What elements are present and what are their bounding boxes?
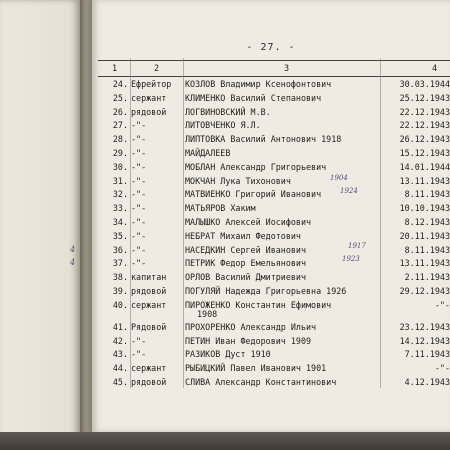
- row-name: НАСЕДКИН Сергей Иванович: [185, 244, 307, 255]
- row-date: 30.03.1944: [399, 79, 450, 89]
- row-rank: -"-: [131, 203, 147, 214]
- margin-mark: 4: [70, 258, 76, 268]
- margin-mark: 4: [70, 244, 76, 254]
- row-name: МАТЬЯРОВ Хаким: [185, 203, 256, 214]
- row-number: 41.: [112, 321, 128, 332]
- row-number: 34.: [112, 216, 128, 227]
- row-rank: рядовой: [131, 106, 167, 117]
- column-header-4: 4: [432, 64, 438, 74]
- book-bottom-edge: [0, 432, 450, 450]
- row-date: 4.12.1943: [404, 376, 450, 387]
- row-name: МОБЛАН Александр Григорьевич: [185, 161, 327, 172]
- row-number: 28.: [112, 134, 128, 145]
- handwritten-note: 1923: [342, 255, 360, 264]
- row-rank: -"-: [131, 175, 147, 186]
- row-date: -"-: [434, 299, 450, 310]
- row-date: 8.12.1943: [404, 216, 450, 227]
- row-rank: -"-: [131, 244, 147, 255]
- row-date: 15.12.1943: [399, 147, 450, 158]
- row-date: 23.12.1943: [399, 321, 450, 332]
- row-rank: -"-: [131, 258, 147, 269]
- row-number: 30.: [112, 161, 128, 172]
- row-rank: рядовой: [131, 285, 167, 296]
- row-number: 32.: [112, 189, 128, 200]
- row-date: 13.11.1943: [399, 175, 450, 186]
- row-name: ОРЛОВ Василий Дмитриевич: [185, 272, 307, 283]
- header-bottom-rule: [98, 76, 450, 77]
- row-number: 25.: [112, 92, 128, 103]
- row-date: 10.10.1943: [399, 203, 450, 214]
- column-header-2: 2: [154, 64, 160, 74]
- row-rank: -"-: [131, 189, 147, 200]
- row-number: 40.: [112, 299, 128, 310]
- row-date: 7.11.1943: [404, 349, 450, 360]
- left-page: [0, 0, 80, 440]
- row-number: 39.: [112, 285, 128, 296]
- row-rank: сержант: [131, 299, 167, 310]
- row-number: 44.: [112, 363, 128, 374]
- page-number: - 27. -: [246, 42, 296, 53]
- row-date: 26.12.1943: [399, 134, 450, 145]
- row-number: 35.: [112, 230, 128, 241]
- row-name: СЛИВА Александр Константинович: [185, 376, 337, 387]
- row-rank: -"-: [131, 230, 147, 241]
- row-date: 14.01.1944: [399, 161, 450, 172]
- row-date: 20.11.1943: [399, 230, 450, 241]
- row-rank: капитан: [131, 272, 167, 283]
- row-number: 45.: [112, 376, 128, 387]
- row-rank: Рядовой: [131, 321, 167, 332]
- row-date: 22.12.1943: [399, 106, 450, 117]
- column-header-1: 1: [112, 64, 118, 74]
- handwritten-note: 1917: [348, 241, 366, 250]
- header-top-rule: [98, 60, 450, 61]
- row-rank: -"-: [131, 147, 147, 158]
- row-date: -"-: [434, 363, 450, 374]
- row-number: 26.: [112, 106, 128, 117]
- row-date: 13.11.1943: [399, 258, 450, 269]
- row-number: 43.: [112, 349, 128, 360]
- row-rank: -"-: [131, 335, 147, 346]
- row-name: ПЕТИН Иван Федорович 1909: [185, 335, 312, 346]
- row-name: МАЛЫШКО Алексей Иосифович: [185, 216, 312, 227]
- row-name: ПИРОЖЕНКО Константин Ефимович: [185, 299, 332, 310]
- row-rank: Ефрейтор: [131, 79, 172, 89]
- row-name: ЛИПТОВКА Василий Антонович 1918: [185, 134, 342, 145]
- row-name: ЛИТОВЧЕНКО Я.Л.: [185, 120, 261, 131]
- row-date: 8.11.1943: [404, 244, 450, 255]
- table-body: [70, 79, 450, 391]
- row-rank: рядовой: [131, 376, 167, 387]
- row-name: ПОГУЛЯЙ Надежда Григорьевна 1926: [185, 285, 347, 296]
- row-number: 29.: [112, 147, 128, 158]
- row-date: 25.12.1943: [399, 92, 450, 103]
- row-name: РЫБИЦКИЙ Павел Иванович 1901: [185, 363, 327, 374]
- row-name: КОЗЛОВ Владимир Ксенофонтович: [185, 79, 332, 89]
- row-birth-year: 1908: [197, 308, 218, 319]
- row-number: 31.: [112, 175, 128, 186]
- row-number: 36.: [112, 244, 128, 255]
- row-name: ЛОГВИНОВСКИЙ М.В.: [185, 106, 271, 117]
- row-rank: -"-: [131, 120, 147, 131]
- row-date: 14.12.1943: [399, 335, 450, 346]
- column-header-3: 3: [284, 64, 290, 74]
- row-date: 2.11.1943: [404, 272, 450, 283]
- row-number: 38.: [112, 272, 128, 283]
- row-rank: сержант: [131, 363, 167, 374]
- row-rank: -"-: [131, 216, 147, 227]
- handwritten-note: 1904: [330, 173, 348, 182]
- row-name: НЕБРАТ Михаил Федотович: [185, 230, 301, 241]
- handwritten-note: 1924: [340, 187, 358, 196]
- row-name: РАЗИКОВ Дуст 1910: [185, 349, 271, 360]
- row-name: МАТВИЕНКО Григорий Иванович: [185, 189, 322, 200]
- row-date: 29.12.1943: [399, 285, 450, 296]
- table-header: [92, 64, 450, 76]
- row-name: ПЕТРИК Федор Емельянович: [185, 258, 307, 269]
- row-rank: сержант: [131, 92, 167, 103]
- row-number: 24.: [112, 79, 128, 89]
- row-name: ПРОХОРЕНКО Александр Ильич: [185, 321, 317, 332]
- row-number: 37.: [112, 258, 128, 269]
- row-date: 8.11.1943: [404, 189, 450, 200]
- row-name: МАЙДАЛЕЕВ: [185, 147, 231, 158]
- row-rank: -"-: [131, 349, 147, 360]
- row-number: 27.: [112, 120, 128, 131]
- row-rank: -"-: [131, 134, 147, 145]
- row-name: МОКЧАН Лука Тихонович: [185, 175, 291, 186]
- right-page: [70, 0, 450, 432]
- row-number: 33.: [112, 203, 128, 214]
- row-rank: -"-: [131, 161, 147, 172]
- row-date: 22.12.1943: [399, 120, 450, 131]
- row-number: 42.: [112, 335, 128, 346]
- row-name: КЛИМЕНКО Василий Степанович: [185, 92, 322, 103]
